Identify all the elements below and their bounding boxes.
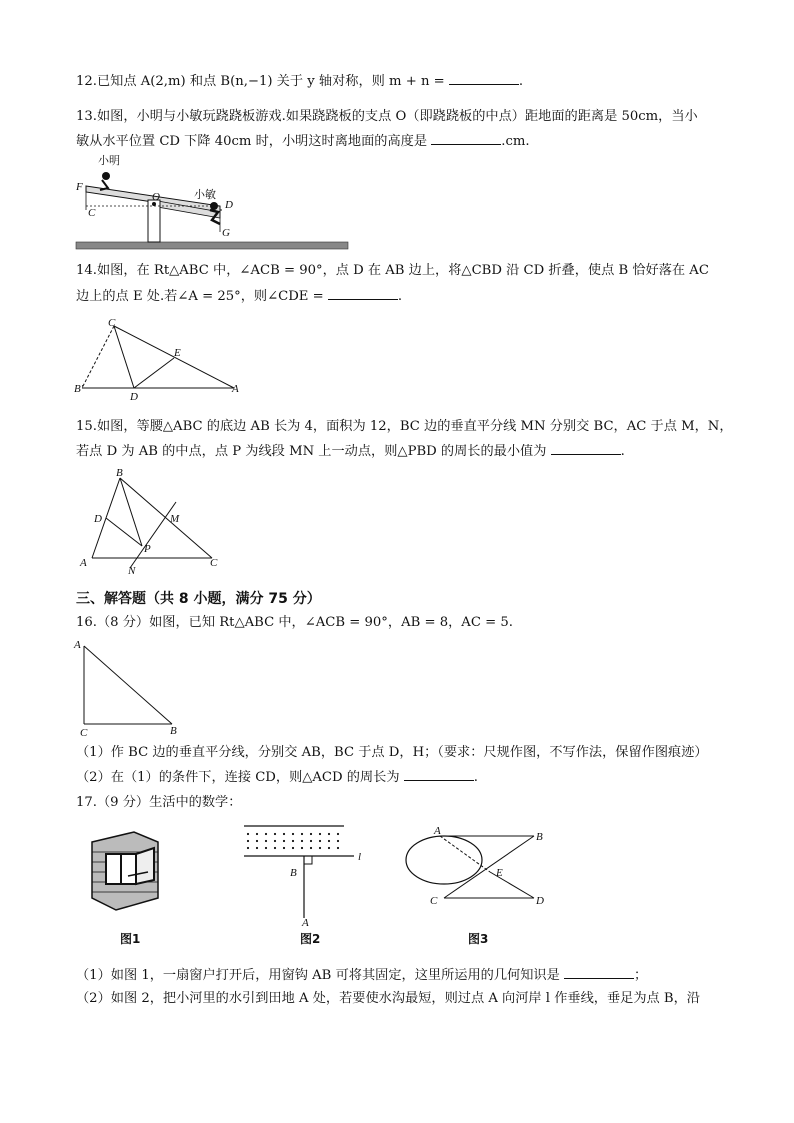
- river-water-dots: [247, 833, 339, 849]
- water-dot: [256, 840, 258, 842]
- water-dot: [256, 833, 258, 835]
- question-12: [76, 72, 523, 91]
- label-D: D: [130, 391, 138, 403]
- label-B: B: [536, 831, 543, 843]
- label-B: B': [74, 383, 84, 395]
- water-dot: [328, 833, 330, 835]
- water-dot: [265, 840, 267, 842]
- label-B: B: [170, 725, 177, 737]
- q15-triangle-figure: [76, 466, 236, 578]
- question-13-line1: 13.如图，小明与小敏玩跷跷板游戏.如果跷跷板的支点 O（即跷跷板的中点）距地面的距离是 50cm，当小: [76, 109, 698, 124]
- label-A: A: [434, 825, 441, 837]
- label-C: C: [430, 895, 438, 907]
- label-xiaoming: 小明: [98, 155, 120, 167]
- water-dot: [265, 847, 267, 849]
- section-heading: 三、解答题（共 8 小题，满分 75 分）: [76, 591, 321, 607]
- q13-text: 敏从水平位置 CD 下降 40cm 时，小明这时离地面的高度是: [76, 134, 428, 149]
- label-C: C: [80, 727, 88, 739]
- q13-answer-blank[interactable]: [431, 132, 501, 145]
- q17-answer-blank[interactable]: [564, 966, 634, 979]
- water-dot: [337, 847, 339, 849]
- label-D: D: [225, 199, 233, 211]
- fig2-river-figure: [236, 822, 366, 929]
- water-dot: [274, 833, 276, 835]
- water-dot: [328, 840, 330, 842]
- fig2-caption: 图2: [300, 932, 321, 946]
- question-14-line2: [76, 287, 402, 306]
- question-16-sub1: （1）作 BC 边的垂直平分线，分别交 AB，BC 于点 D，H；（要求：尺规作图，不写作法，保留作图痕迹）: [76, 745, 708, 760]
- label-B: B: [116, 467, 123, 479]
- water-dot: [310, 833, 312, 835]
- q14-answer-blank[interactable]: [328, 287, 398, 300]
- segment-DE: [134, 358, 174, 388]
- q17-sub1-text: （1）如图 1，一扇窗户打开后，用窗钩 AB 可将其固定，这里所运用的几何知识是: [76, 968, 560, 983]
- segment-DP: [106, 518, 142, 546]
- water-dot: [310, 840, 312, 842]
- water-dot: [274, 847, 276, 849]
- label-A: A: [80, 557, 87, 569]
- water-dot: [319, 847, 321, 849]
- segment-AE-dashed: [440, 836, 490, 872]
- question-15-line1: 15.如图，等腰△ABC 的底边 AB 长为 4，面积为 12，BC 边的垂直平分线 MN 分别交 BC，AC 于点 M，N，: [76, 419, 733, 434]
- water-dot: [310, 847, 312, 849]
- water-dot: [292, 840, 294, 842]
- q15-text: 若点 D 为 AB 的中点，点 P 为线段 MN 上一动点，则△PBD 的周长的最小值为: [76, 444, 547, 459]
- xiaomin-figure: [210, 202, 218, 210]
- right-angle-mark: [304, 856, 312, 864]
- side-AB: [84, 646, 172, 724]
- q15-answer-blank[interactable]: [551, 442, 621, 455]
- q16-sub2-text: （2）在（1）的条件下，连接 CD，则△ACD 的周长为: [76, 770, 400, 785]
- question-14-line1: 14.如图，在 Rt△ABC 中，∠ACB = 90°，点 D 在 AB 边上，将△CBD 沿 CD 折叠，使点 B 恰好落在 AC: [76, 263, 709, 278]
- label-C: C: [88, 207, 96, 219]
- water-dot: [337, 833, 339, 835]
- label-A: A: [232, 383, 239, 395]
- ground: [76, 242, 348, 249]
- water-dot: [292, 833, 294, 835]
- water-dot: [301, 833, 303, 835]
- question-17-sub2: （2）如图 2，把小河里的水引到田地 A 处，若要使水沟最短，则过点 A 向河岸 l 作垂线，垂足为点 B，沿: [76, 991, 700, 1006]
- water-dot: [292, 847, 294, 849]
- label-l: l: [358, 851, 362, 863]
- label-P: P: [144, 543, 151, 555]
- water-dot: [256, 847, 258, 849]
- water-dot: [247, 833, 249, 835]
- label-C: C: [108, 317, 116, 329]
- label-E: E: [496, 867, 503, 879]
- label-A: A: [302, 917, 309, 929]
- water-dot: [328, 847, 330, 849]
- label-D: D: [536, 895, 544, 907]
- label-G: G: [222, 227, 230, 239]
- label-O: O: [152, 191, 160, 203]
- label-F: F: [76, 181, 83, 193]
- label-B: B: [290, 867, 297, 879]
- pond-ellipse: [406, 836, 482, 884]
- water-dot: [301, 847, 303, 849]
- fig1-window-image: [84, 828, 164, 914]
- segment-BC: [444, 836, 534, 898]
- q15-end: .: [620, 444, 625, 459]
- water-dot: [301, 840, 303, 842]
- xiaoming-figure: [102, 172, 110, 180]
- label-C: C: [210, 557, 218, 569]
- seesaw-figure: [72, 150, 352, 255]
- question-16-line1: 16.（8 分）如图，已知 Rt△ABC 中，∠ACB = 90°，AB = 8，AC = 5.: [76, 615, 513, 630]
- label-D: D: [94, 513, 102, 525]
- q12-end: .: [518, 74, 524, 89]
- water-dot: [283, 847, 285, 849]
- q12-answer-blank[interactable]: [449, 72, 519, 85]
- water-dot: [283, 840, 285, 842]
- water-dot: [319, 840, 321, 842]
- q14-end: .: [397, 289, 403, 304]
- water-dot: [319, 833, 321, 835]
- q14-text: 边上的点 E 处.若∠A = 25°，则∠CDE =: [76, 289, 324, 304]
- q13-end: .cm.: [501, 134, 530, 149]
- question-17-line1: 17.（9 分）生活中的数学：: [76, 795, 242, 810]
- open-window-pane: [136, 848, 154, 884]
- label-E: E: [174, 347, 181, 359]
- water-dot: [283, 833, 285, 835]
- label-A: A: [74, 639, 81, 651]
- question-16-sub2: [76, 768, 478, 787]
- q16-right-triangle-figure: [72, 636, 192, 740]
- label-xiaomin: 小敏: [194, 189, 216, 201]
- water-dot: [265, 833, 267, 835]
- q17-sub1-end: ；: [633, 968, 648, 983]
- q12-text: 12.已知点 A(2,m) 和点 B(n,−1) 关于 y 轴对称，则 m + n =: [76, 74, 445, 89]
- water-dot: [247, 840, 249, 842]
- q16-end: .: [473, 770, 478, 785]
- label-M: M: [170, 513, 180, 525]
- side-BC: [120, 478, 212, 558]
- question-15-line2: [76, 442, 625, 461]
- side-CB-dashed: [82, 326, 114, 388]
- q14-triangle-figure: [74, 318, 254, 406]
- fig3-caption: 图3: [468, 932, 489, 946]
- question-17-sub1: [76, 966, 647, 985]
- fig3-pond-figure: [400, 824, 560, 912]
- water-dot: [247, 847, 249, 849]
- water-dot: [274, 840, 276, 842]
- label-N: N: [128, 565, 136, 577]
- water-dot: [337, 840, 339, 842]
- q16-answer-blank[interactable]: [404, 768, 474, 781]
- fig1-caption: 图1: [120, 932, 141, 946]
- question-13-line2: [76, 132, 530, 151]
